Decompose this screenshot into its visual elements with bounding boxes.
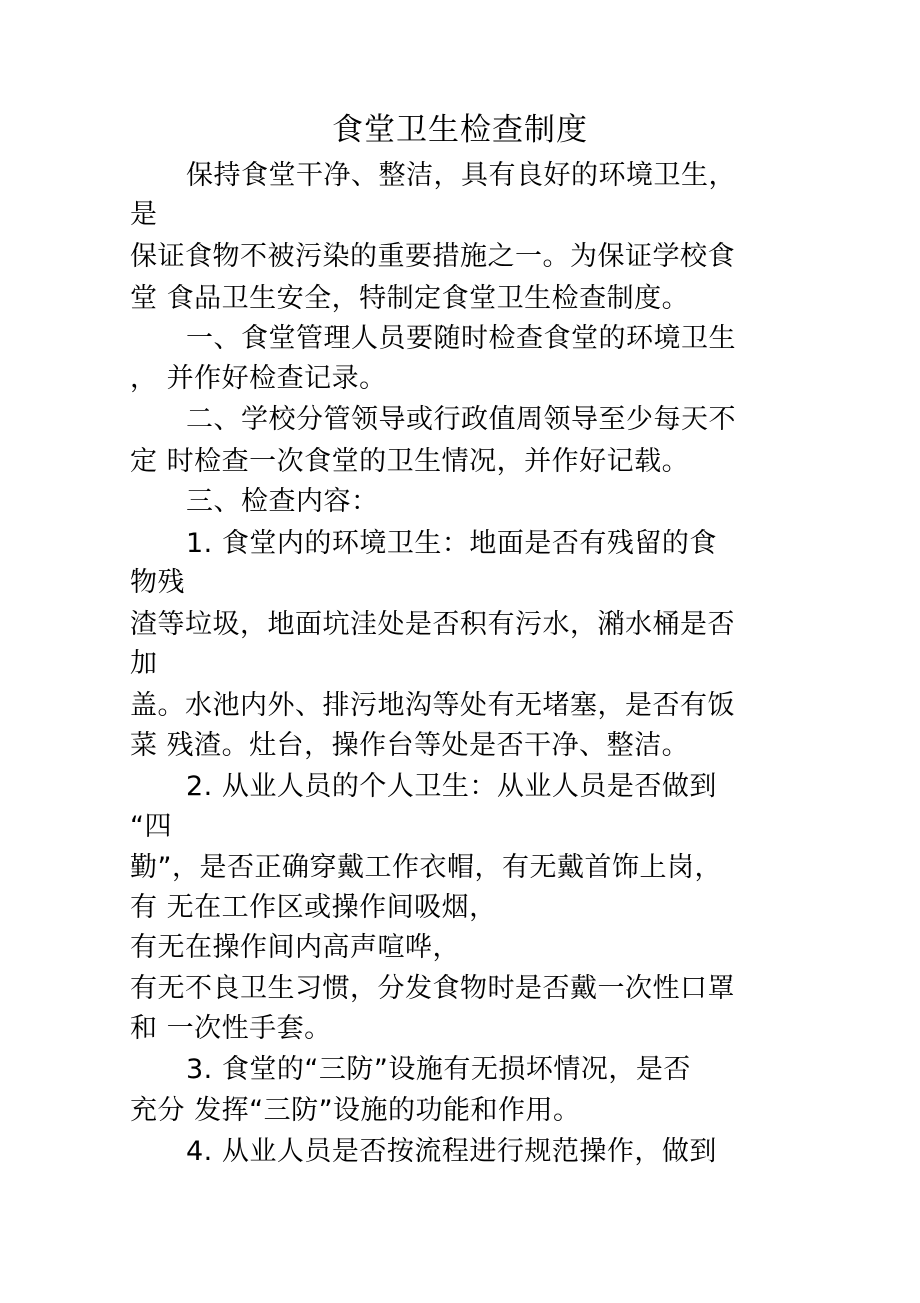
paragraph-line: 盖。水池内外、排污地沟等处有无堵塞，是否有饭 xyxy=(130,690,735,721)
paragraph-line: 有无在操作间内高声喧哗， xyxy=(130,932,460,963)
paragraph-line: 勤”，是否正确穿戴工作衣帽，有无戴首饰上岗， xyxy=(130,852,722,883)
paragraph-line: 是 xyxy=(130,199,158,230)
section-heading: 三、检查内容： xyxy=(186,486,379,517)
list-item-2: 2. 从业人员的个人卫生：从业人员是否做到 xyxy=(186,771,717,802)
paragraph-line: 保证食物不被污染的重要措施之一。为保证学校食 xyxy=(130,241,735,272)
paragraph-line: 定 时检查一次食堂的卫生情况，并作好记载。 xyxy=(130,446,690,477)
paragraph-line: 加 xyxy=(130,648,158,679)
paragraph-line: 渣等垃圾，地面坑洼处是否积有污水，潲水桶是否 xyxy=(130,609,735,640)
paragraph-line: 菜 残渣。灶台，操作台等处是否干净、整洁。 xyxy=(130,730,690,761)
paragraph-line: ， 并作好检查记录。 xyxy=(130,363,387,394)
paragraph-line: 和 一次性手套。 xyxy=(130,1013,332,1044)
paragraph-line: 保持食堂干净、整洁，具有良好的环境卫生， xyxy=(186,160,736,191)
list-item-1: 1. 食堂内的环境卫生：地面是否有残留的食 xyxy=(186,528,717,559)
paragraph-line: “四 xyxy=(130,811,172,842)
paragraph-line: 有 无在工作区或操作间吸烟， xyxy=(130,892,497,923)
paragraph-line: 物残 xyxy=(130,567,185,598)
paragraph-line: 充分 发挥“三防”设施的功能和作用。 xyxy=(130,1095,581,1126)
paragraph-line: 一、食堂管理人员要随时检查食堂的环境卫生 xyxy=(186,323,736,354)
paragraph-line: 堂 食品卫生安全，特制定食堂卫生检查制度。 xyxy=(130,283,690,314)
list-item-4: 4. 从业人员是否按流程进行规范操作，做到 xyxy=(186,1136,717,1167)
paragraph-line: 有无不良卫生习惯，分发食物时是否戴一次性口罩 xyxy=(130,973,735,1004)
list-item-3: 3. 食堂的“三防”设施有无损坏情况，是否 xyxy=(186,1054,691,1085)
document-title: 食堂卫生检查制度 xyxy=(332,112,588,148)
paragraph-line: 二、学校分管领导或行政值周领导至少每天不 xyxy=(186,404,736,435)
